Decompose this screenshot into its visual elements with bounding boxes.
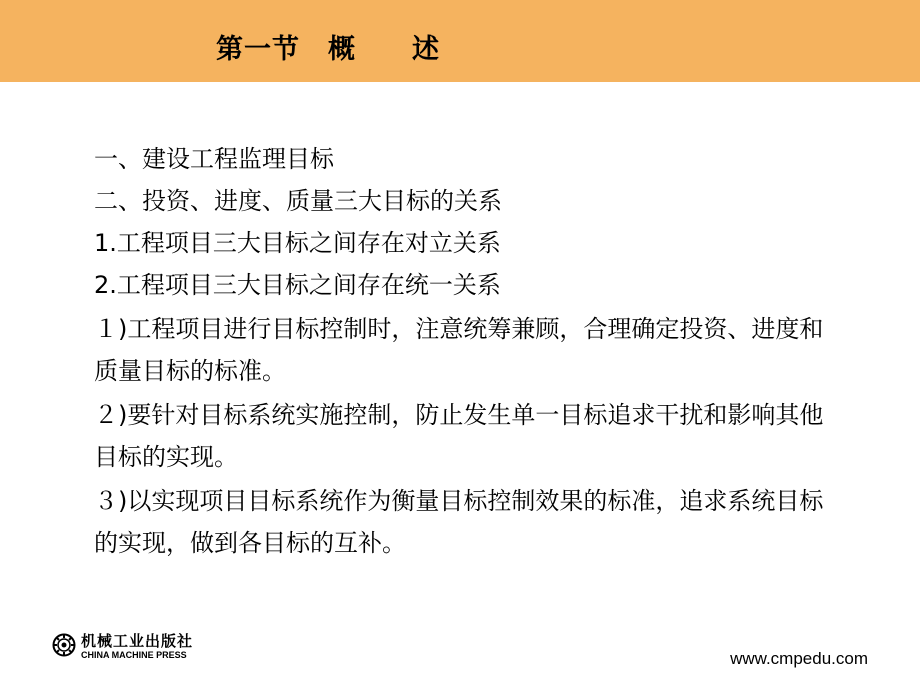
publisher-name-cn: 机械工业出版社	[81, 632, 194, 650]
body-paragraph: １)工程项目进行目标控制时，注意统筹兼顾，合理确定投资、进度和质量目标的标准。	[94, 315, 824, 385]
body-paragraph: ３)以实现项目目标系统作为衡量目标控制效果的标准，追求系统目标的实现，做到各目标的互补。	[94, 487, 824, 557]
publisher-name-en: CHINA MACHINE PRESS	[81, 650, 187, 660]
outline-item: 二、投资、进度、质量三大目标的关系	[94, 187, 502, 215]
publisher-logo	[52, 633, 222, 663]
gear-emblem-icon	[52, 633, 76, 657]
footer-url: www.cmpedu.com	[730, 649, 868, 668]
outline-item: 1.工程项目三大目标之间存在对立关系	[94, 229, 501, 257]
outline-item: 2.工程项目三大目标之间存在统一关系	[94, 271, 501, 299]
slide-title: 第一节 概 述	[216, 34, 440, 65]
outline-item: 一、建设工程监理目标	[94, 145, 334, 173]
body-paragraph: ２)要针对目标系统实施控制，防止发生单一目标追求干扰和影响其他目标的实现。	[94, 401, 824, 471]
header-band	[0, 0, 920, 82]
slide-content	[94, 138, 824, 564]
